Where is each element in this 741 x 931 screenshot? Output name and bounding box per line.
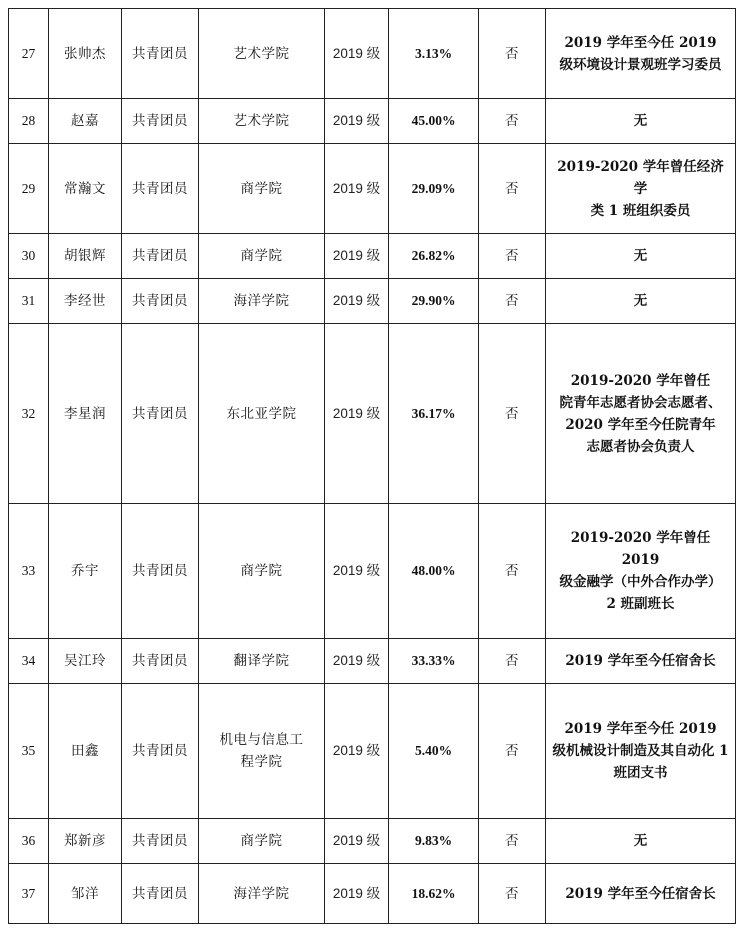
duty-note: 2019 学年至今任宿舍长 [546,639,736,684]
political-status: 共青团员 [122,144,199,234]
row-number: 35 [9,684,49,819]
yes-no-flag: 否 [479,639,546,684]
table-row [9,684,736,819]
percentage-value: 26.82% [389,234,479,279]
table-row [9,324,736,504]
political-status: 共青团员 [122,99,199,144]
grade-year: 2019 级 [325,234,389,279]
political-status: 共青团员 [122,234,199,279]
percentage-value: 29.90% [389,279,479,324]
student-name: 乔宇 [49,504,122,639]
college-name: 海洋学院 [199,864,325,924]
student-name: 李经世 [49,279,122,324]
table-row [9,639,736,684]
percentage-value: 45.00% [389,99,479,144]
student-table [8,8,736,924]
yes-no-flag: 否 [479,144,546,234]
percentage-value: 3.13% [389,9,479,99]
duty-note: 2019 学年至今任 2019 级环境设计景观班学习委员 [546,9,736,99]
college-name: 商学院 [199,144,325,234]
grade-year: 2019 级 [325,144,389,234]
duty-note: 无 [546,99,736,144]
percentage-value: 9.83% [389,819,479,864]
table-body [9,9,736,924]
college-name: 艺术学院 [199,99,325,144]
political-status: 共青团员 [122,9,199,99]
student-name: 常瀚文 [49,144,122,234]
table-row [9,864,736,924]
student-name: 郑新彦 [49,819,122,864]
row-number: 28 [9,99,49,144]
student-name: 吴江玲 [49,639,122,684]
student-name: 张帅杰 [49,9,122,99]
political-status: 共青团员 [122,279,199,324]
grade-year: 2019 级 [325,684,389,819]
college-name: 东北亚学院 [199,324,325,504]
student-name: 邹洋 [49,864,122,924]
political-status: 共青团员 [122,864,199,924]
grade-year: 2019 级 [325,9,389,99]
row-number: 27 [9,9,49,99]
duty-note: 无 [546,279,736,324]
row-number: 37 [9,864,49,924]
table-row [9,279,736,324]
grade-year: 2019 级 [325,504,389,639]
yes-no-flag: 否 [479,504,546,639]
table-row [9,9,736,99]
grade-year: 2019 级 [325,279,389,324]
table-row [9,819,736,864]
duty-note: 2019-2020 学年曾任 院青年志愿者协会志愿者、 2020 学年至今任院青年 志愿者协会负责人 [546,324,736,504]
row-number: 33 [9,504,49,639]
grade-year: 2019 级 [325,819,389,864]
political-status: 共青团员 [122,324,199,504]
grade-year: 2019 级 [325,99,389,144]
student-name: 李星润 [49,324,122,504]
college-name: 商学院 [199,819,325,864]
political-status: 共青团员 [122,684,199,819]
percentage-value: 36.17% [389,324,479,504]
duty-note: 2019-2020 学年曾任经济学 类 1 班组织委员 [546,144,736,234]
table-row [9,234,736,279]
college-name: 海洋学院 [199,279,325,324]
yes-no-flag: 否 [479,684,546,819]
political-status: 共青团员 [122,639,199,684]
row-number: 30 [9,234,49,279]
college-name: 机电与信息工 程学院 [199,684,325,819]
table-row [9,99,736,144]
table-row [9,504,736,639]
duty-note: 2019-2020 学年曾任 2019 级金融学（中外合作办学） 2 班副班长 [546,504,736,639]
grade-year: 2019 级 [325,639,389,684]
row-number: 29 [9,144,49,234]
college-name: 商学院 [199,504,325,639]
table-row [9,144,736,234]
percentage-value: 5.40% [389,684,479,819]
student-name: 田鑫 [49,684,122,819]
percentage-value: 33.33% [389,639,479,684]
yes-no-flag: 否 [479,864,546,924]
student-name: 胡银辉 [49,234,122,279]
yes-no-flag: 否 [479,279,546,324]
college-name: 艺术学院 [199,9,325,99]
student-name: 赵嘉 [49,99,122,144]
duty-note: 2019 学年至今任 2019 级机械设计制造及其自动化 1 班团支书 [546,684,736,819]
grade-year: 2019 级 [325,324,389,504]
duty-note: 2019 学年至今任宿舍长 [546,864,736,924]
grade-year: 2019 级 [325,864,389,924]
percentage-value: 48.00% [389,504,479,639]
yes-no-flag: 否 [479,819,546,864]
yes-no-flag: 否 [479,9,546,99]
row-number: 34 [9,639,49,684]
college-name: 翻译学院 [199,639,325,684]
political-status: 共青团员 [122,819,199,864]
yes-no-flag: 否 [479,99,546,144]
row-number: 31 [9,279,49,324]
row-number: 32 [9,324,49,504]
yes-no-flag: 否 [479,234,546,279]
duty-note: 无 [546,234,736,279]
political-status: 共青团员 [122,504,199,639]
percentage-value: 18.62% [389,864,479,924]
duty-note: 无 [546,819,736,864]
yes-no-flag: 否 [479,324,546,504]
row-number: 36 [9,819,49,864]
percentage-value: 29.09% [389,144,479,234]
college-name: 商学院 [199,234,325,279]
